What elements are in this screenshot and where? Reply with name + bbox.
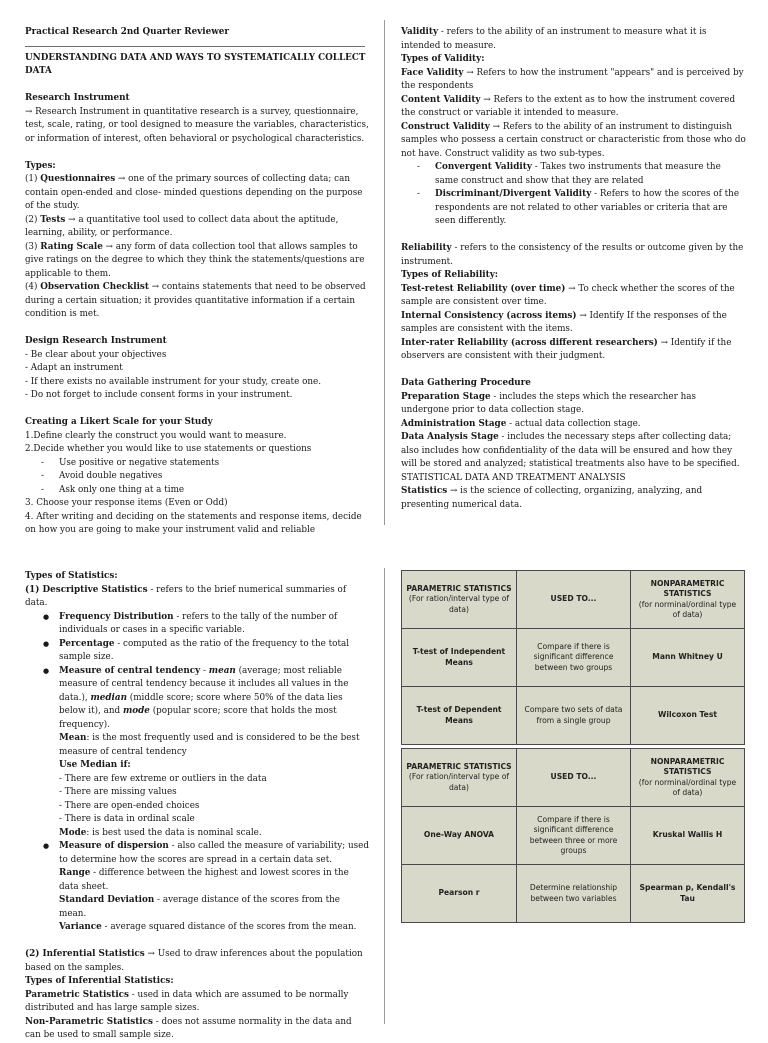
mean-note: Mean: is the most frequently used and is considered to be the best measure of central tendency — [59, 733, 360, 757]
design-item: - Be clear about your objectives — [25, 349, 167, 360]
column-divider-bottom — [384, 568, 385, 1024]
data-analysis-stage: Data Analysis Stage - includes the necessary steps after collecting data; also includes how confidentiality of the data will be ensured and how they will be stored and analyzed; statistical treatments also have to be specified. — [401, 432, 740, 469]
nonparametric-header: NONPARAMETRIC STATISTICS (for norminal/ordinal type of data) — [631, 749, 745, 807]
type-item: (1) Questionnaires → one of the primary sources of collecting data; can contain open-ended and close- minded questions depending on the purpose of the study. — [25, 174, 363, 211]
left-top-column — [25, 26, 370, 538]
likert-step: 3. Choose your response items (Even or Odd) — [25, 498, 228, 508]
param-cell: One-Way ANOVA — [402, 807, 517, 865]
central-tendency: ● Measure of central tendency - mean (average; most reliable measure of central tendency because it includes all values in the data.), median (middle score; score where 50% of the data lies below it), and mode (popular score; score that holds the most frequency). — [25, 665, 370, 733]
nonparametric-def: Non-Parametric Statistics - does not assume normality in the data and can be used to small sample size. — [25, 1016, 352, 1040]
used-cell: Compare if there is significant difference between three or more groups — [517, 807, 631, 865]
parametric-def: Parametric Statistics - used in data which are assumed to be normally distributed and has large sample sizes. — [25, 989, 349, 1013]
likert-sub-item: - Avoid double negatives — [41, 471, 163, 481]
nonparam-cell: Spearman p, Kendall's Tau — [631, 865, 745, 923]
table-header-row — [402, 749, 745, 807]
likert-heading: Creating a Likert Scale for your Study — [25, 417, 213, 427]
type-item: (3) Rating Scale → any form of data collection tool that allows samples to give ratings on the degree to which they think the statements/questions are applicable to them. — [25, 241, 365, 279]
inferential-statistics: (2) Inferential Statistics → Used to draw inferences about the population based on the samples. — [25, 949, 363, 973]
frequency-distribution: ● Frequency Distribution - refers to the tally of the number of individuals or cases in a specific variable. — [25, 611, 370, 638]
design-item: - Adapt an instrument — [25, 363, 123, 373]
content-validity: Content Validity → Refers to the extent as to how the instrument covered the construct or variable it intended to measure. — [401, 94, 736, 118]
likert-sub-item: - Use positive or negative statements — [41, 457, 220, 468]
table-row — [402, 687, 745, 745]
parametric-header: PARAMETRIC STATISTICS (For ration/interval type of data) — [402, 749, 517, 807]
used-to-header: USED TO... — [517, 749, 631, 807]
param-cell: Pearson r — [402, 865, 517, 923]
likert-step: 2.Decide whether you would like to use statements or questions — [25, 444, 312, 454]
descriptive-statistics: (1) Descriptive Statistics - refers to the brief numerical summaries of data. — [25, 584, 347, 608]
types-of-validity-heading: Types of Validity: — [401, 54, 485, 64]
table-row — [402, 629, 745, 687]
statistics-table-1 — [401, 570, 745, 745]
design-item: - Do not forget to include consent forms in your instrument. — [25, 390, 293, 400]
param-cell: T-test of Dependent Means — [402, 687, 517, 745]
section-heading: UNDERSTANDING DATA AND WAYS TO SYSTEMATICALLY COLLECT DATA — [25, 52, 366, 76]
nonparam-cell: Mann Whitney U — [631, 629, 745, 687]
used-cell: Determine relationship between two variables — [517, 865, 631, 923]
preparation-stage: Preparation Stage - includes the steps which the researcher has undergone prior to data collection stage. — [401, 391, 697, 415]
discriminant-validity: - Discriminant/Divergent Validity - Refers to how the scores of the respondents are not related to other variables or criteria that are seen differently. — [417, 189, 740, 226]
type-item: (2) Tests → a quantitative tool used to collect data about the aptitude, learning, ability, or performance. — [25, 214, 339, 238]
validity-def: Validity - refers to the ability of an instrument to measure what it is intended to measure. — [401, 27, 707, 51]
statistics-table-2 — [401, 748, 745, 923]
convergent-validity: - Convergent Validity - Takes two instruments that measure the same construct and show that they are related — [417, 162, 721, 186]
internal-consistency: Internal Consistency (across items) → Identify If the responses of the samples are consistent with the items. — [401, 310, 727, 334]
research-instrument-text: → Research Instrument in quantitative research is a survey, questionnaire, test, scale, rating, or tool designed to measure the variables, characteristics, or information of interest, often behavioral or psychological characteristics. — [25, 106, 369, 144]
nonparam-cell: Kruskal Wallis H — [631, 807, 745, 865]
types-inferential-heading: Types of Inferential Statistics: — [25, 976, 174, 986]
statistical-heading: STATISTICAL DATA AND TREATMENT ANALYSIS — [401, 472, 626, 483]
param-cell: T-test of Independent Means — [402, 629, 517, 687]
reliability-def: Reliability - refers to the consistency of the results or outcome given by the instrument. — [401, 243, 744, 267]
right-top-column — [401, 26, 746, 512]
left-bottom-column — [25, 570, 370, 1043]
mode-note: Mode: is best used the data is nominal scale. — [59, 827, 262, 838]
types-heading: Types: — [25, 160, 56, 171]
sd-note: Standard Deviation - average distance of the scores from the mean. — [59, 895, 340, 919]
test-retest-reliability: Test-retest Reliability (over time) → To check whether the scores of the sample are consistent over time. — [401, 283, 735, 307]
likert-step: 1.Define clearly the construct you would want to measure. — [25, 430, 287, 441]
dispersion: ● Measure of dispersion - also called the measure of variability; used to determine how the scores are spread in a certain data set. — [25, 840, 370, 867]
parametric-header: PARAMETRIC STATISTICS (For ration/interval type of data) — [402, 571, 517, 629]
variance-note: Variance - average squared distance of the scores from the mean. — [59, 922, 357, 932]
median-item: - There is data in ordinal scale — [59, 814, 195, 824]
data-gathering-heading: Data Gathering Procedure — [401, 378, 531, 388]
inter-rater-reliability: Inter-rater Reliability (across different researchers) → Identify if the observers are consistent with their judgment. — [401, 337, 732, 361]
likert-sub-item: - Ask only one thing at a time — [41, 484, 185, 495]
used-to-header: USED TO... — [517, 571, 631, 629]
table-row — [402, 865, 745, 923]
used-cell: Compare two sets of data from a single group — [517, 687, 631, 745]
design-item: - If there exists no available instrument for your study, create one. — [25, 376, 322, 387]
construct-validity: Construct Validity → Refers to the ability of an instrument to distinguish samples who possess a certain construct or characteristic from those who do not have. Construct validity as two sub-types. — [401, 121, 746, 159]
nonparametric-header: NONPARAMETRIC STATISTICS (for norminal/ordinal type of data) — [631, 571, 745, 629]
median-item: - There are open-ended choices — [59, 800, 200, 811]
nonparam-cell: Wilcoxon Test — [631, 687, 745, 745]
types-of-reliability-heading: Types of Reliability: — [401, 270, 499, 280]
research-instrument-heading: Research Instrument — [25, 93, 130, 103]
table-row — [402, 807, 745, 865]
likert-step: 4. After writing and deciding on the statements and response items, decide on how you are going to make your instrument valid and reliable — [25, 511, 362, 535]
used-cell: Compare if there is significant difference between two groups — [517, 629, 631, 687]
median-item: - There are few extreme or outliers in the data — [59, 773, 267, 784]
page-title: Practical Research 2nd Quarter Reviewer — [25, 27, 230, 37]
type-item: (4) Observation Checklist → contains statements that need to be observed during a certain situation; it provides quantitative information if a certain condition is met. — [25, 282, 366, 319]
column-divider-top — [384, 20, 385, 525]
administration-stage: Administration Stage - actual data collection stage. — [401, 418, 641, 429]
types-of-statistics-heading: Types of Statistics: — [25, 571, 118, 581]
range-note: Range - difference between the highest and lowest scores in the data sheet. — [59, 868, 349, 892]
face-validity: Face Validity → Refers to how the instrument "appears" and is perceived by the respondents — [401, 67, 744, 91]
statistics-def: Statistics → is the science of collecting, organizing, analyzing, and presenting numerical data. — [401, 486, 703, 510]
median-if-heading: Use Median if: — [59, 760, 131, 770]
design-heading: Design Research Instrument — [25, 336, 167, 346]
percentage: ● Percentage - computed as the ratio of the frequency to the total sample size. — [25, 638, 370, 665]
median-item: - There are missing values — [59, 787, 177, 797]
table-header-row — [402, 571, 745, 629]
